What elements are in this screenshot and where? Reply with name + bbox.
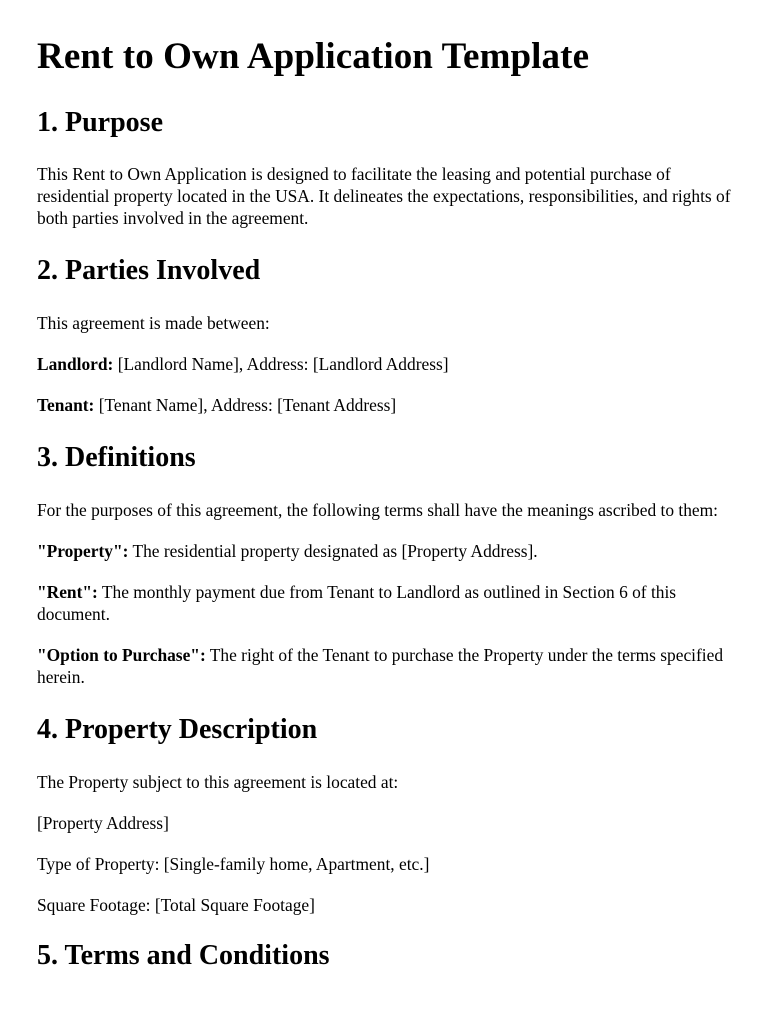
property-square-footage: Square Footage: [Total Square Footage] (37, 895, 315, 916)
definition-property (37, 540, 734, 562)
parties-intro: This agreement is made between: (37, 312, 270, 333)
tenant-label: Tenant: (37, 394, 95, 415)
section-heading-terms-and-conditions: 5. Terms and Conditions (37, 940, 330, 972)
property-location-intro: The Property subject to this agreement is located at: (37, 772, 399, 793)
section-heading-definitions: 3. Definitions (37, 441, 196, 473)
landlord-text: [Landlord Name], Address: [Landlord Address] (117, 353, 449, 374)
definition-rent (37, 581, 734, 625)
definition-term: "Option to Purchase": (37, 645, 206, 666)
definition-text: The residential property designated as [Property Address]. (132, 541, 538, 562)
document-title: Rent to Own Application Template (37, 36, 590, 77)
definition-option-to-purchase (37, 644, 734, 688)
definition-text: The right of the Tenant to purchase the Property under the terms specified herein. (37, 645, 724, 688)
definitions-intro: For the purposes of this agreement, the following terms shall have the meanings ascribed to them: (37, 500, 718, 521)
property-address: [Property Address] (37, 813, 169, 834)
definition-term: "Rent": (37, 582, 98, 603)
purpose-paragraph: This Rent to Own Application is designed to facilitate the leasing and potential purchase of residential property located in the USA. It delineates the expectations, responsibilities, and rights of both parties involved in the agreement. (37, 163, 731, 228)
definition-text: The monthly payment due from Tenant to Landlord as outlined in Section 6 of this document. (37, 582, 677, 625)
landlord-label: Landlord: (37, 353, 114, 374)
section-heading-parties: 2. Parties Involved (37, 254, 261, 286)
property-type: Type of Property: [Single-family home, Apartment, etc.] (37, 854, 430, 875)
tenant-text: [Tenant Name], Address: [Tenant Address] (98, 394, 397, 415)
section-heading-purpose: 1. Purpose (37, 106, 163, 138)
definition-term: "Property": (37, 541, 129, 562)
section-heading-property-description: 4. Property Description (37, 714, 318, 746)
landlord-line (37, 353, 734, 375)
tenant-line (37, 394, 734, 416)
